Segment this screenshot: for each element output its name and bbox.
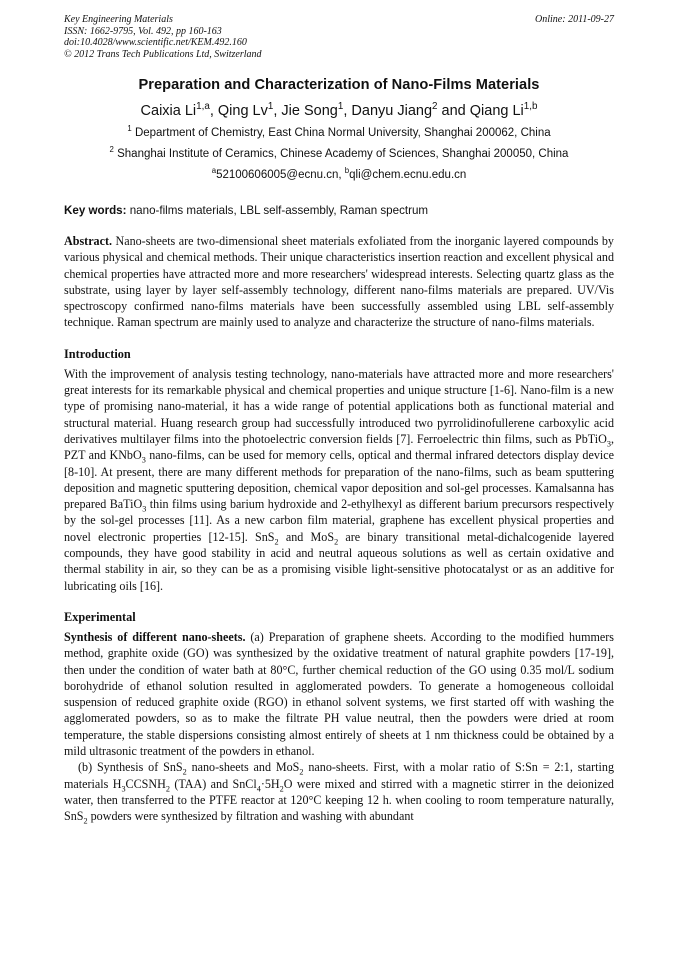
introduction-heading: Introduction bbox=[64, 346, 131, 361]
author-name: Jie Song bbox=[281, 103, 338, 119]
abstract-text: Nano-sheets are two-dimensional sheet materials exfoliated from the inorganic layered compounds by various physical and chemical methods. Their unique characteristics insertion reaction and excellent physical and chemical properties have attracted more and more researchers' widespread interests. Selecting quartz glass as the substrate, using layer by layer self-assembly technology, different nano-films materials are prepared. UV/Vis spectroscopy confirmed nano-films materials have been successfully assembled using LBL self-assembly technique. Raman spectrum are mainly used to analyze and characterize the structure of nano-films materials. bbox=[64, 234, 614, 330]
author-list: Caixia Li$^{1,a}$, Qing Lv$^1$, Jie Song$^1$, Danyu Jiang$^2$ and Qiang Li$^{1,b}$ bbox=[140, 101, 538, 119]
affiliation-2: $^2$ Shanghai Institute of Ceramics, Chinese Academy of Sciences, Shanghai 200050, China bbox=[109, 145, 569, 160]
paper-page bbox=[64, 14, 614, 825]
author-emails: $^a$52100606005@ecnu.cn, $^b$qli@chem.ecnu.edu.cn bbox=[211, 166, 467, 181]
author-affiliation-mark: 1,b bbox=[523, 101, 538, 113]
running-header bbox=[64, 14, 614, 60]
author-name: Qing Lv bbox=[217, 103, 268, 119]
introduction-paragraph: With the improvement of analysis testing technology, nano-materials have attracted more and more researchers' great interests for its remarkable physical and chemical properties and unique structure [1-6]. Nano-film is a new type of promising nano-material, it has a wide range of potential applications both as functional material and structural material. Huang research group had successfully introduced two pyrrolidinofullerene carboxylic acid derivatives multilayer films into the photoelectric conversion fields [7]. Ferroelectric thin films, such as PbTiO$_3$, PZT and KNbO$_3$ nano-films, can be used for memory cells, optical and thermal infrared detectors display device [8-10]. At present, there are many different methods for preparation of the nano-films, such as beam sputtering deposition and magnetic sputtering deposition, chemical vapor deposition and sol-gel processes. Kamalsanna has prepared BaTiO$_3$ thin films using barium hydroxide and 2-ethylhexyl as different barium precursors respectively by the sol-gel processes [11]. As a new carbon film material, graphene has excellent physical properties and novel electronic properties [12-15]. SnS$_2$ and MoS$_2$ are binary transitional metal-dichalcogenide layered compounds, they have good stability in acid and neutral aqueous solutions as well as certain oxidative and thermal stability in air, so they can be as a promising visible light-sensitive photocatalyst or as an additive for lubricating oils [16]. bbox=[64, 366, 614, 593]
keywords-label: Key words: bbox=[64, 204, 127, 217]
online-date: Online: 2011-09-27 bbox=[535, 14, 614, 25]
subsection-label: Synthesis of different nano-sheets. bbox=[64, 629, 246, 644]
keywords bbox=[64, 204, 614, 217]
author-name: Qiang Li bbox=[469, 103, 524, 119]
author-name: Caixia Li bbox=[140, 103, 197, 119]
keywords-text: nano-films materials, LBL self-assembly, Raman spectrum bbox=[129, 204, 429, 217]
author-affiliation-mark: 1,a bbox=[196, 101, 210, 113]
journal-name: Key Engineering Materials bbox=[64, 14, 173, 25]
abstract bbox=[64, 233, 614, 331]
experimental-heading: Experimental bbox=[64, 609, 136, 624]
paper-title: Preparation and Characterization of Nano-Films Materials bbox=[138, 77, 540, 93]
experimental-paragraph-1: Synthesis of different nano-sheets. (a) Preparation of graphene sheets. According to the modified hummers method, graphite oxide (GO) was synthesized by the oxidative treatment of natural graphite powders [17-19], then under the condition of water bath at 80°C, further chemical reduction of the GO using 0.35 mol/L sodium borohydride of ethanol solution resulted in agglomerated powders. To generate a homogeneous colloidal suspension of reduced graphite oxide (RGO) in ethanol solvent systems, we first started off with washing the agglomerated powders, so as to make the filtrate PH value neutral, then the powders were dried at room temperature, the stable dispersions consisting almost entirely of sheets at 1 nm thickness could be obtained by a mild ultrasonic treatment of the powders in ethanol. bbox=[64, 629, 614, 759]
author-affiliation-mark: 1 bbox=[267, 101, 274, 113]
author-affiliation-mark: 2 bbox=[432, 101, 438, 113]
email-b[interactable]: qli@chem.ecnu.edu.cn bbox=[349, 169, 467, 181]
abstract-label: Abstract. bbox=[64, 234, 113, 248]
email-a[interactable]: 52100606005@ecnu.cn, bbox=[216, 169, 342, 181]
author-name: Danyu Jiang bbox=[351, 103, 433, 119]
author-affiliation-mark: 1 bbox=[337, 101, 344, 113]
issn-line: ISSN: 1662-9795, Vol. 492, pp 160-163 bbox=[64, 25, 222, 37]
copyright-line: © 2012 Trans Tech Publications Ltd, Switzerland bbox=[64, 48, 262, 60]
doi-line[interactable]: doi:10.4028/www.scientific.net/KEM.492.160 bbox=[64, 37, 247, 48]
affiliation-1: $^1$ Department of Chemistry, East China Normal University, Shanghai 200062, China bbox=[127, 124, 551, 139]
experimental-paragraph-2: (b) Synthesis of SnS$_2$ nano-sheets and MoS$_2$ nano-sheets. First, with a molar ratio of S:Sn = 2:1, starting materials $H_3CCSNH_2$ (TAA) and $SnCl_4\cdot 5H_2O$ were mixed and stirred with a magnetic stirrer in the deionized water, then transferred to the PTFE reactor at 120°C keeping 12 h. when cooling to room temperature naturally, SnS$_2$ powders were synthesized by filtration and washing with abundant bbox=[64, 760, 614, 826]
